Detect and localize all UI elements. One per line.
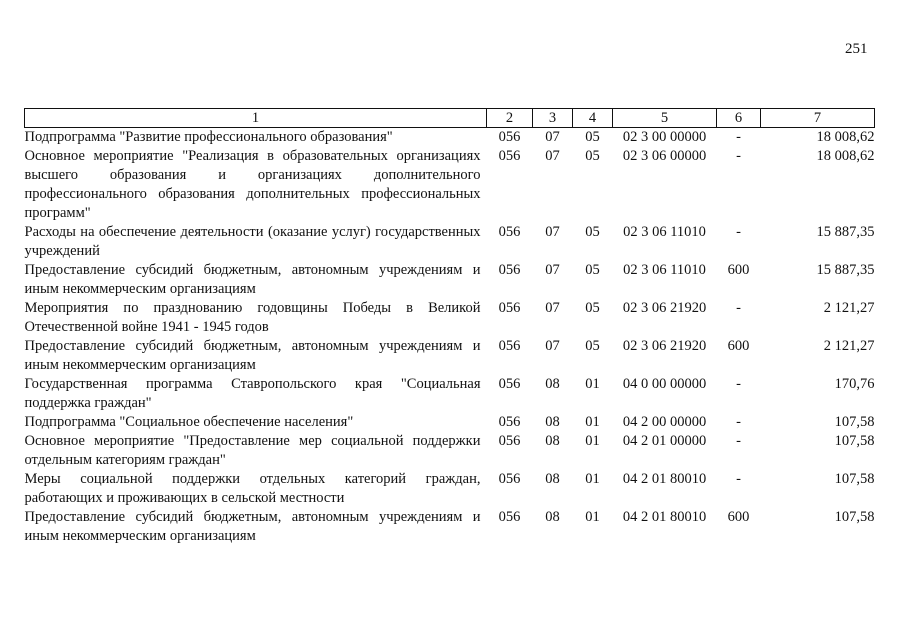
table-row — [25, 261, 875, 299]
row-code-cell: 056 — [498, 471, 521, 487]
row-code-cell: 056 — [498, 129, 521, 145]
row-amount-cell: 18 008,62 — [816, 129, 875, 145]
row-subsection-cell: 01 — [585, 471, 600, 487]
row-expense-type-cell: - — [736, 300, 741, 316]
row-expense-type-cell: - — [736, 414, 741, 430]
row-section-cell: 07 — [545, 262, 560, 278]
row-name-cell: Предоставление субсидий бюджетным, автономным учреждениям и иным некоммерческим организациям — [24, 338, 481, 373]
table-header-row — [25, 109, 875, 128]
page-number: 251 — [845, 41, 868, 57]
budget-table — [24, 108, 875, 546]
row-subsection-cell: 01 — [585, 509, 600, 525]
column-header-2: 2 — [487, 109, 533, 128]
row-section-cell: 07 — [545, 300, 560, 316]
row-subsection-cell: 01 — [585, 414, 600, 430]
row-amount-cell: 107,58 — [834, 509, 875, 525]
row-target-cell: 04 0 00 00000 — [622, 376, 707, 392]
row-amount-cell: 107,58 — [834, 471, 875, 487]
row-name-cell: Подпрограмма "Развитие профессионального образования" — [24, 129, 393, 145]
row-amount-cell: 15 887,35 — [816, 224, 875, 240]
row-name-cell: Предоставление субсидий бюджетным, автономным учреждениям и иным некоммерческим организациям — [24, 509, 481, 544]
row-name-cell: Основное мероприятие "Предоставление мер социальной поддержки отдельным категориям граждан" — [24, 433, 481, 468]
row-code-cell: 056 — [498, 433, 521, 449]
row-subsection-cell: 05 — [585, 338, 600, 354]
table-row — [25, 375, 875, 413]
table-row — [25, 128, 875, 148]
row-section-cell: 07 — [545, 224, 560, 240]
row-expense-type-cell: - — [736, 471, 741, 487]
row-target-cell: 02 3 06 00000 — [622, 148, 707, 164]
column-header-4: 4 — [573, 109, 613, 128]
table-row — [25, 147, 875, 223]
table-row — [25, 223, 875, 261]
row-section-cell: 08 — [545, 471, 560, 487]
row-section-cell: 07 — [545, 338, 560, 354]
row-name-cell: Основное мероприятие "Реализация в образовательных организациях высшего образования и организациях дополнительного профессионального образования дополнительных профессиональных программ" — [24, 148, 481, 221]
row-target-cell: 02 3 06 21920 — [622, 300, 707, 316]
row-name-cell: Предоставление субсидий бюджетным, автономным учреждениям и иным некоммерческим организациям — [24, 262, 481, 297]
row-amount-cell: 107,58 — [834, 414, 875, 430]
row-expense-type-cell: - — [736, 376, 741, 392]
row-expense-type-cell: - — [736, 224, 741, 240]
row-amount-cell: 18 008,62 — [816, 148, 875, 164]
row-subsection-cell: 05 — [585, 148, 600, 164]
row-section-cell: 08 — [545, 433, 560, 449]
row-code-cell: 056 — [498, 376, 521, 392]
row-section-cell: 08 — [545, 414, 560, 430]
column-header-7: 7 — [761, 109, 875, 128]
column-header-3: 3 — [533, 109, 573, 128]
row-code-cell: 056 — [498, 300, 521, 316]
row-target-cell: 04 2 00 00000 — [622, 414, 707, 430]
row-subsection-cell: 01 — [585, 376, 600, 392]
table-row — [25, 337, 875, 375]
row-name-cell: Государственная программа Ставропольского края "Социальная поддержка граждан" — [24, 376, 481, 411]
column-header-5: 5 — [613, 109, 717, 128]
row-target-cell: 04 2 01 00000 — [622, 433, 707, 449]
row-name-cell: Мероприятия по празднованию годовщины Победы в Великой Отечественной войне 1941 - 1945 годов — [24, 300, 481, 335]
row-amount-cell: 2 121,27 — [823, 338, 875, 354]
row-subsection-cell: 05 — [585, 224, 600, 240]
column-header-6: 6 — [717, 109, 761, 128]
row-amount-cell: 107,58 — [834, 433, 875, 449]
row-amount-cell: 2 121,27 — [823, 300, 875, 316]
row-subsection-cell: 05 — [585, 262, 600, 278]
row-code-cell: 056 — [498, 414, 521, 430]
table-row — [25, 508, 875, 546]
column-header-1: 1 — [25, 109, 487, 128]
row-target-cell: 02 3 06 11010 — [623, 262, 706, 278]
row-name-cell: Расходы на обеспечение деятельности (оказание услуг) государственных учреждений — [24, 224, 481, 259]
row-code-cell: 056 — [498, 338, 521, 354]
row-expense-type-cell: 600 — [727, 262, 750, 278]
row-code-cell: 056 — [498, 509, 521, 525]
row-section-cell: 07 — [545, 148, 560, 164]
table-row — [25, 413, 875, 432]
row-expense-type-cell: - — [736, 148, 741, 164]
row-expense-type-cell: - — [736, 433, 741, 449]
table-row — [25, 432, 875, 470]
row-expense-type-cell: 600 — [727, 338, 750, 354]
table-row — [25, 470, 875, 508]
row-section-cell: 07 — [545, 129, 560, 145]
row-target-cell: 04 2 01 80010 — [622, 471, 707, 487]
table-body — [25, 128, 875, 547]
row-section-cell: 08 — [545, 376, 560, 392]
row-name-cell: Меры социальной поддержки отдельных категорий граждан, работающих и проживающих в сельской местности — [24, 471, 481, 506]
row-target-cell: 04 2 01 80010 — [622, 509, 707, 525]
table-row — [25, 299, 875, 337]
row-expense-type-cell: 600 — [727, 509, 750, 525]
row-subsection-cell: 01 — [585, 433, 600, 449]
row-section-cell: 08 — [545, 509, 560, 525]
row-target-cell: 02 3 00 00000 — [622, 129, 707, 145]
row-target-cell: 02 3 06 21920 — [622, 338, 707, 354]
row-target-cell: 02 3 06 11010 — [623, 224, 706, 240]
row-amount-cell: 15 887,35 — [816, 262, 875, 278]
row-code-cell: 056 — [498, 148, 521, 164]
row-subsection-cell: 05 — [585, 300, 600, 316]
row-subsection-cell: 05 — [585, 129, 600, 145]
row-amount-cell: 170,76 — [834, 376, 875, 392]
row-expense-type-cell: - — [736, 129, 741, 145]
row-code-cell: 056 — [498, 224, 521, 240]
row-name-cell: Подпрограмма "Социальное обеспечение населения" — [24, 414, 354, 430]
row-code-cell: 056 — [498, 262, 521, 278]
